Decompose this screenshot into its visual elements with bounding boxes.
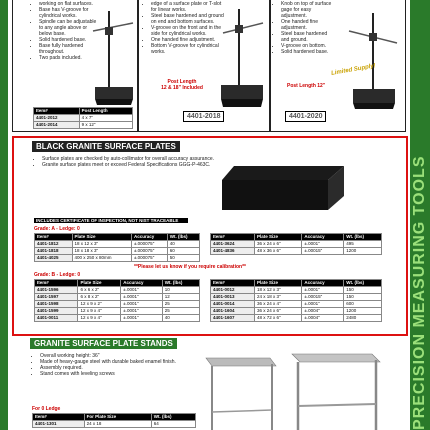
table-row	[35, 248, 200, 255]
col-header: Wt. (lbs)	[344, 280, 382, 287]
grade-a-table-right	[210, 233, 382, 255]
item-number: 4401-4025	[35, 255, 73, 262]
weight: 2480	[344, 315, 382, 322]
stand-image-small	[202, 352, 278, 430]
item-number: 4401-0011	[35, 315, 78, 322]
mid-bullets	[145, 1, 225, 55]
weight: 12	[162, 294, 199, 301]
plate-size: 48 x 72 x 6"	[254, 315, 301, 322]
granite-title: BLACK GRANITE SURFACE PLATES	[32, 141, 180, 152]
bullet: • Base fully hardened throughout.	[39, 43, 97, 55]
grade-b-heading: Grade: B - Ledge: 0	[34, 272, 81, 278]
accuracy: ±.0001"	[121, 294, 162, 301]
calibration-note: **Please let us know if you require calibration**	[134, 264, 246, 270]
stand-image-large	[284, 350, 384, 430]
item-label: 4401-2018	[183, 111, 224, 122]
grade-a-table-left	[34, 233, 200, 262]
bullet: • Steel base hardened and ground.	[281, 31, 335, 43]
bullet: • One handed fine adjustment.	[151, 37, 225, 43]
bullet: • Surface plates are checked by auto-collimator for overall accuracy assurance.	[42, 156, 232, 162]
item-number: 4401-1598	[35, 301, 78, 308]
surface-gage-panel-right	[270, 0, 406, 132]
table-row	[211, 301, 382, 308]
table-row	[211, 315, 382, 322]
right-bullets	[275, 1, 335, 55]
surface-gage-image-left	[89, 1, 137, 107]
col-header: Item#	[35, 234, 73, 241]
accuracy: ±.000075"	[131, 255, 167, 262]
table-row	[35, 315, 200, 322]
col-header: Accuracy	[131, 234, 167, 241]
col-header: Accuracy	[302, 234, 344, 241]
bullet: • Base has V-groove for cylindrical works.	[39, 7, 97, 19]
table-row	[35, 294, 200, 301]
bullet: • Two pads included.	[39, 55, 97, 61]
item-number: 4401-1596	[35, 287, 78, 294]
accuracy: ±.0001"	[121, 287, 162, 294]
plate-size: 36 x 24 x 4"	[254, 301, 301, 308]
col-header: Item#	[33, 414, 85, 421]
table-row	[211, 241, 382, 248]
col-header: Accuracy	[302, 280, 344, 287]
item-number: 4401-1597	[35, 294, 78, 301]
accuracy: ±.0001"	[121, 308, 162, 315]
bullet: • Granite surface plates meet or exceed Federal Specifications GGG-P-463C.	[42, 162, 232, 168]
bullet: • One handed fine adjustment.	[281, 19, 335, 31]
col-header: Post Length	[79, 108, 132, 115]
surface-gage-image-right	[339, 7, 401, 111]
weight: 50	[167, 255, 199, 262]
cert-header: INCLUDES CERTIFICATE OF INSPECTION, NOT NIST TRACEABLE	[34, 218, 188, 223]
col-header: For Plate Size	[84, 414, 151, 421]
table-row	[35, 241, 200, 248]
plate-size: 36 x 24 x 6"	[254, 241, 301, 248]
accuracy: ±.00015"	[302, 248, 344, 255]
table-row	[211, 248, 382, 255]
accuracy: ±.0001"	[121, 315, 162, 322]
grade-b-table-right	[210, 279, 382, 322]
plate-size: 48 x 36 x 6"	[254, 248, 301, 255]
plate-size: 18 x 12 x 3"	[72, 241, 131, 248]
side-banner-text: PRECISION MEASURING TOOLS	[411, 155, 428, 430]
weight: 150	[344, 287, 382, 294]
bullet: • Knob on top of surface gage for easy adjustment.	[281, 1, 335, 19]
bullet: • Made of heavy-gauge steel with durable baked enamel finish.	[40, 359, 180, 365]
item-number: 4401-1599	[35, 308, 78, 315]
bullet: • Bottom V-groove for cylindrical works.	[151, 43, 225, 55]
plate-size: 18 x 12 x 3"	[254, 287, 301, 294]
bullet: • Steel base hardened and ground on end and bottom surfaces.	[151, 13, 225, 25]
col-header: Accuracy	[121, 280, 162, 287]
item-number: 4401-0014	[211, 301, 255, 308]
weight: 60	[167, 248, 199, 255]
post-length: 9 x 12"	[79, 122, 132, 129]
table-row	[35, 287, 200, 294]
stands-section	[12, 336, 404, 430]
col-header: Item#	[211, 280, 255, 287]
table-row	[35, 255, 200, 262]
weight: 150	[344, 294, 382, 301]
col-header: Wt. (lbs)	[344, 234, 382, 241]
col-header: Item#	[211, 234, 255, 241]
item-number: 4401-0012	[211, 287, 255, 294]
item-number: 4401-4836	[211, 248, 255, 255]
bullet: • Assembly required.	[40, 365, 180, 371]
left-bullets	[33, 1, 97, 61]
table-row	[34, 115, 133, 122]
item-number: 4401-2014	[34, 122, 80, 129]
left-item-table	[33, 107, 133, 129]
grade-a-heading: Grade: A - Ledge: 0	[34, 226, 80, 232]
table-row	[211, 294, 382, 301]
accuracy: ±.0001"	[302, 301, 344, 308]
table-row	[33, 421, 196, 428]
plate-size: 18 x 18 x 3"	[72, 248, 131, 255]
bullet: • edge of a surface plate or T-slot for linear works.	[151, 1, 225, 13]
item-number: 4401-1301	[33, 421, 85, 428]
accuracy: ±.00015"	[302, 294, 344, 301]
col-header: Plate Size	[254, 234, 301, 241]
plate-size: 24 x 18 x 3"	[254, 294, 301, 301]
weight: 25	[162, 308, 199, 315]
accuracy: ±.000075"	[131, 241, 167, 248]
stands-ledge-heading: For 0 Ledge	[32, 406, 61, 412]
item-number: 4401-2012	[34, 115, 80, 122]
table-row	[211, 308, 382, 315]
bullet: • V-groove on bottom.	[281, 43, 335, 49]
col-header: Wt. (lbs)	[162, 280, 199, 287]
col-header: Item#	[34, 108, 80, 115]
col-header: Item#	[35, 280, 78, 287]
plate-size: 12 x 9 x 4"	[78, 315, 121, 322]
table-row	[35, 308, 200, 315]
col-header: Plate Size	[254, 280, 301, 287]
weight: 1200	[344, 308, 382, 315]
plate-size: 24 x 18	[84, 421, 151, 428]
weight: 495	[344, 241, 382, 248]
weight: 25	[162, 301, 199, 308]
item-number: 4401-1812	[35, 241, 73, 248]
post-length: 4 x 7"	[79, 115, 132, 122]
post-length-note: Post Length 12 & 18" Included	[161, 79, 203, 91]
plate-size: 6 x 6 x 2"	[78, 287, 121, 294]
stands-title: GRANITE SURFACE PLATE STANDS	[30, 338, 177, 349]
weight: 64	[151, 421, 195, 428]
plate-size: 36 x 24 x 6"	[254, 308, 301, 315]
left-green-bar	[0, 0, 8, 430]
item-label: 4401-2020	[285, 111, 326, 122]
accuracy: ±.0004"	[302, 315, 344, 322]
table-row	[35, 301, 200, 308]
table-row	[34, 122, 133, 129]
surface-gage-image-mid	[217, 5, 267, 109]
weight: 600	[344, 301, 382, 308]
col-header: Plate Size	[78, 280, 121, 287]
bullet: • Solid hardened base.	[281, 49, 335, 55]
bullet: • working on flat surfaces.	[39, 1, 97, 7]
limited-supply: Limited Supply!	[330, 63, 377, 77]
item-number: 4401-3624	[211, 241, 255, 248]
item-number: 4401-1818	[35, 248, 73, 255]
granite-section	[12, 136, 408, 336]
weight: 1200	[344, 248, 382, 255]
accuracy: ±.0001"	[302, 241, 344, 248]
granite-plate-image	[220, 160, 352, 214]
post-length-note: Post Length 12"	[287, 83, 326, 89]
item-number: 4401-1604	[211, 308, 255, 315]
accuracy: ±.0001"	[121, 301, 162, 308]
col-header: Wt. (lbs)	[167, 234, 199, 241]
bullet: • Overall working height: 36"	[40, 353, 180, 359]
col-header: Plate Size	[72, 234, 131, 241]
accuracy: ±.0004"	[302, 308, 344, 315]
plate-size: 12 x 9 x 2"	[78, 301, 121, 308]
accuracy: ±.0001"	[302, 287, 344, 294]
bullet: • Solid hardened base.	[39, 37, 97, 43]
weight: 10	[162, 287, 199, 294]
plate-size: 6 x 8 x 2"	[78, 294, 121, 301]
granite-bullets	[36, 156, 232, 168]
bullet: • Stand comes with leveling screws	[40, 371, 180, 377]
item-number: 4401-1607	[211, 315, 255, 322]
weight: 40	[162, 315, 199, 322]
table-row	[211, 287, 382, 294]
stands-bullets	[34, 353, 180, 377]
item-number: 4401-0013	[211, 294, 255, 301]
accuracy: ±.000075"	[131, 248, 167, 255]
bullet: • Spindle can be adjustable to any angle above or below base.	[39, 19, 97, 37]
bullet: • V-groove on the front and in the side for cylindrical works.	[151, 25, 225, 37]
plate-size: 12 x 9 x 4"	[78, 308, 121, 315]
col-header: Wt. (lbs)	[151, 414, 195, 421]
surface-gage-panel-left	[12, 0, 138, 132]
stands-table	[32, 413, 196, 428]
surface-gage-panel-mid	[138, 0, 270, 132]
plate-size: 400 x 250 x 80mm	[72, 255, 131, 262]
weight: 40	[167, 241, 199, 248]
grade-b-table-left	[34, 279, 200, 322]
